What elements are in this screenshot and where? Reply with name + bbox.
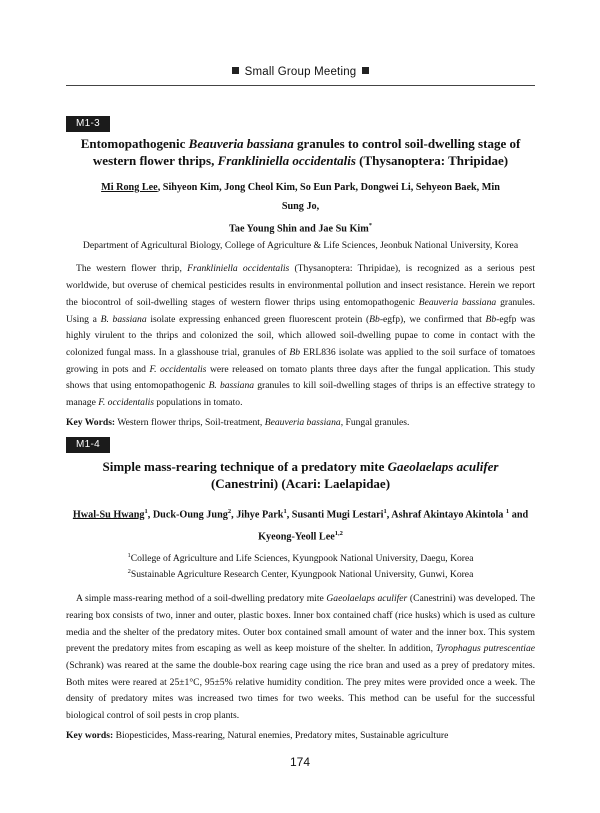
paper-code-badge: M1-3: [66, 116, 110, 132]
paper-code-badge: M1-4: [66, 437, 110, 453]
paper-m1-3: [66, 135, 535, 431]
presenting-author: Mi Rong Lee: [101, 182, 158, 193]
paper-m1-4: [66, 458, 535, 744]
header-rule: [66, 85, 535, 86]
presenting-author: Hwal-Su Hwang: [72, 509, 145, 521]
square-bullet-icon: [362, 67, 369, 74]
running-header-title: Small Group Meeting: [244, 66, 357, 78]
square-bullet-icon: [232, 67, 239, 74]
keywords: Key words: Biopesticides, Mass-rearing, Natural enemies, Predatory mites, Sustainable agriculture: [66, 729, 449, 741]
affiliation: Department of Agricultural Biology, College of Agriculture & Life Sciences, Jeonbuk National University, Korea: [82, 240, 519, 252]
paper-title: Entomopathogenic Beauveria bassiana granules to control soil-dwelling stage of western flower thrips, Frankliniella occidentalis (Thysanoptera: Thripidae): [80, 136, 521, 168]
keywords: Key Words: Western flower thrips, Soil-treatment, Beauveria bassiana, Fungal granules.: [66, 416, 410, 428]
affiliation: $^1$College of Agriculture and Life Sciences, Kyungpook National University, Daegu, Korea $^2$Sustainable Agriculture Research Center, Kyungpook National University, Gunwi, Korea: [127, 551, 474, 581]
author-list: Mi Rong Lee, Sihyeon Kim, Jong Cheol Kim, So Eun Park, Dongwei Li, Sehyeon Baek, Min Sung Jo, Tae Young Shin and Jae Su Kim*: [101, 182, 500, 235]
author-list: Hwal-Su Hwang$^1$, Duck-Oung Jung$^2$, Jihye Park$^1$, Susanti Mugi Lestari$^1$, Ashraf Akintayo Akintola $^1$ and Kyeong-Yeoll Lee$^{1,2}$: [72, 508, 529, 543]
page-number: 174: [289, 755, 311, 769]
running-header: [66, 66, 535, 78]
abstract: The western flower thrip, Frankliniella occidentalis (Thysanoptera: Thripidae), is recognized as a serious pest worldwide, but overuse of chemical pesticides results in environmental pollution and insect resistance. Herein we report the biocontrol of soil-dwelling stages of western flower thrips using entomopathogenic Beauveria bassiana granules. Using a B. bassiana isolate expressing enhanced green fluorescent protein (Bb-egfp), we confirmed that Bb-egfp was highly virulent to the thrips and colonized the soil, which allowed soil-dwelling pupae to come in contact with the colonized fungal mass. In a glasshouse trial, granules of Bb ERL836 isolate was applied to the soil surface of tomatoes growing in pots and F. occidentalis were released on tomato plants three days after the fungal application. This study shows that using entomopathogenic B. bassiana granules to kill soil-dwelling stages of thrips is an effective strategy to manage F. occidentalis populations in tomato.: [66, 263, 536, 409]
abstract: A simple mass-rearing method of a soil-dwelling predatory mite Gaeolaelaps aculifer (Canestrini) was developed. The rearing box consists of two, inner and outer, plastic boxes. Inner box contained chaff (rice husks) which is used as culture media and the shelter of the predatory mites. Outer box contained small amount of water and the inner box. This system prevent the predatory mites from escaping as well as keep moisture of the shelter. In addition, Tyrophagus putrescentiae (Schrank) was reared at the same the double-box rearing cage using the rice bran and used as a prey of predatory mites. Both mites were reared at 25±1°C, 95±5% relative humidity condition. The prey mites were provided once a week. The density of predatory mites was increased two times for two weeks. This method can be useful for the successful biological control of soil pests in crop plants.: [66, 593, 535, 722]
paper-title: Simple mass-rearing technique of a predatory mite Gaeolaelaps aculifer (Canestrini) (Acari: Laelapidae): [102, 459, 499, 491]
